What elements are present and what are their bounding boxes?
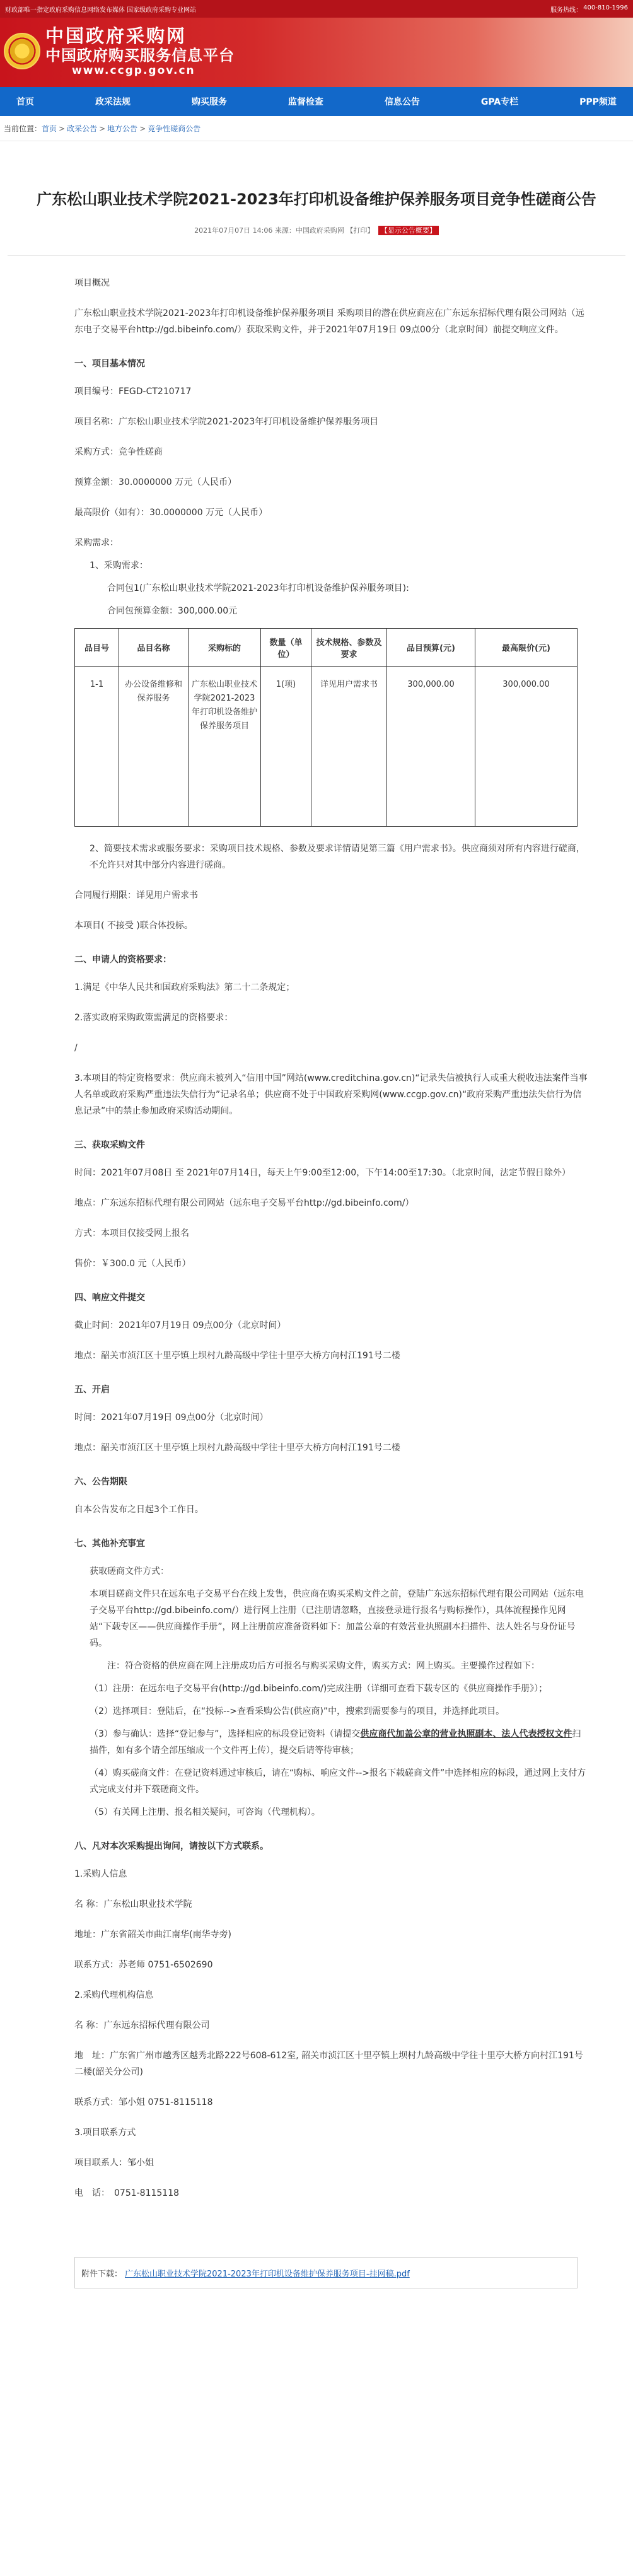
step-4: （4）购买磋商文件：在登记资料通过审核后，请在“购标、响应文件-->报名下载磋商文件”中选择相应的标段，通过网上支付方式完成支付并下载磋商文件。	[90, 1768, 586, 1795]
step-3-text-a: （3）参与确认：选择“登记参与”，选择相应的标段登记资料（请提交	[90, 1729, 361, 1739]
section-6-heading: 六、公告期限	[74, 1477, 127, 1487]
table-header-row	[75, 629, 578, 667]
article-meta	[8, 225, 625, 235]
contract-package: 合同包1(广东松山职业技术学院2021-2023年打印机设备维护保养服务项目):	[107, 583, 409, 593]
procurement-method: 采购方式：竞争性磋商	[74, 447, 163, 457]
top-bar-right	[550, 4, 628, 14]
table-row	[75, 667, 578, 827]
cell-max-price: 300,000.00	[475, 667, 578, 827]
requirements-item-1: 1、采购需求：	[90, 561, 148, 571]
nav-purchase-services[interactable]: 购买服务	[191, 97, 227, 107]
max-price: 最高限价（如有）：30.0000000 万元（人民币）	[74, 508, 268, 518]
qualification-3: 3.本项目的特定资格要求：供应商未被列入“信用中国”网站(www.creditchina.gov.cn)“记录失信被执行人或重大税收违法案件当事人名单或政府采购严重违法失信行为”记录名单；供应商不处于中国政府采购网(www.ccgp.gov.cn)“政府采购严重违法失信行为信息记录”中的禁止参加政府采购活动期间。	[74, 1073, 588, 1116]
cell-subject: 广东松山职业技术学院2021-2023年打印机设备维护保养服务项目	[189, 667, 261, 827]
budget: 预算金额：30.0000000 万元（人民币）	[74, 477, 237, 487]
nav-gpa[interactable]: GPA专栏	[480, 97, 519, 107]
col-item-no: 品目号	[75, 629, 119, 667]
section-4-heading: 四、响应文件提交	[74, 1293, 145, 1303]
step-5: （5）有关网上注册、报名相关疑问，可咨询（代理机构）。	[90, 1807, 320, 1817]
nav-announcements[interactable]: 信息公告	[384, 97, 420, 107]
site-name-secondary: 中国政府购买服务信息平台	[45, 47, 235, 64]
divider	[8, 255, 625, 256]
project-number: 项目编号：FEGD-CT210717	[74, 387, 192, 397]
submission-deadline: 截止时间：2021年07月19日 09点00分（北京时间）	[74, 1320, 286, 1331]
requirements-table	[74, 628, 578, 827]
obtain-place: 地点：广东远东招标代理有限公司网站（远东电子交易平台http://gd.bibeinfo.com/）	[74, 1198, 414, 1208]
site-url: www.ccgp.gov.cn	[72, 64, 195, 77]
document-price: 售价：￥300.0 元（人民币）	[74, 1259, 191, 1269]
cell-item-name: 办公设备维修和保养服务	[119, 667, 189, 827]
cell-item-no: 1-1	[75, 667, 119, 827]
other-note: 注：符合资格的供应商在网上注册成功后方可报名与购买采购文件，购买方式：网上购买。主要操作过程如下：	[107, 1661, 540, 1671]
nav-supervision[interactable]: 监督检查	[287, 97, 323, 107]
project-name: 项目名称：广东松山职业技术学院2021-2023年打印机设备维护保养服务项目	[74, 417, 379, 427]
opening-place: 地点：韶关市浈江区十里亭镇上坝村九龄高级中学往十里亭大桥方向村江191号二楼	[74, 1443, 400, 1453]
col-quantity: 数量（单位）	[261, 629, 311, 667]
agency-name: 名 称：广东远东招标代理有限公司	[74, 2020, 210, 2031]
cell-quantity: 1(项)	[261, 667, 311, 827]
breadcrumb-current[interactable]: 竞争性磋商公告	[148, 124, 201, 133]
contract-period: 合同履行期限：详见用户需求书	[74, 890, 198, 900]
section-1-heading: 一、项目基本情况	[74, 359, 145, 369]
footer-gap	[8, 2288, 625, 2314]
section-2-heading: 二、申请人的资格要求：	[74, 955, 171, 965]
breadcrumb-local[interactable]: 地方公告	[107, 124, 138, 133]
site-logo[interactable]	[4, 25, 235, 77]
requirements-item-2: 2、简要技术需求或服务要求：采购项目技术规格、参数及要求详情请见第三篇《用户需求书》。供应商须对所有内容进行磋商，不允许只对其中部分内容进行磋商。	[90, 844, 585, 870]
attachment-link[interactable]: 广东松山职业技术学院2021-2023年打印机设备维护保养服务项目-挂网稿.pdf	[125, 2269, 410, 2279]
purchaser-address: 地址：广东省韶关市曲江南华(南华寺旁)	[74, 1930, 231, 1940]
qualification-2-value: /	[74, 1043, 78, 1053]
section-8-heading: 八、凡对本次采购提出询问，请按以下方式联系。	[74, 1841, 269, 1851]
cell-spec: 详见用户需求书	[311, 667, 387, 827]
article-container	[8, 187, 625, 2314]
national-emblem-icon	[4, 33, 40, 69]
cell-budget: 300,000.00	[387, 667, 475, 827]
article-meta-text: 2021年07月07日 14:06 来源：中国政府采购网 【打印】	[194, 226, 375, 235]
breadcrumb-notices[interactable]: 政采公告	[67, 124, 98, 133]
project-contact-phone: 电 话： 0751-8115118	[74, 2188, 180, 2198]
nav-ppp[interactable]: PPP频道	[579, 97, 617, 107]
service-phone-label: 服务热线：	[550, 6, 583, 14]
qualification-2: 2.落实政府采购政策需满足的资格要求：	[74, 1013, 233, 1023]
obtain-method: 方式：本项目仅接受网上报名	[74, 1228, 189, 1238]
contract-package-budget: 合同包预算金额：300,000.00元	[107, 606, 238, 616]
step-3-emphasis: 供应商代加盖公章的营业执照副本、法人代表授权文件	[360, 1729, 572, 1739]
submission-place: 地点：韶关市浈江区十里亭镇上坝村九龄高级中学往十里亭大桥方向村江191号二楼	[74, 1351, 400, 1361]
notice-period: 自本公告发布之日起3个工作日。	[74, 1505, 204, 1515]
overview-label: 项目概况	[74, 278, 110, 288]
site-header	[0, 18, 633, 87]
joint-bid: 本项目( 不接受 )联合体投标。	[74, 921, 193, 931]
col-item-name: 品目名称	[119, 629, 189, 667]
qualification-1: 1.满足《中华人民共和国政府采购法》第二十二条规定；	[74, 982, 295, 993]
other-registration: 本项目磋商文件只在远东电子交易平台在线上发售，供应商在购买采购文件之前，登陆广东远东招标代理有限公司网站（远东电子交易平台http://gd.bibeinfo.com/）进行网上注册（已注册请忽略，直接登录进行报名与购标操作），具体流程操作见网站“下载专区——供应商操作手册”，网上注册前应准备资料如下：加盖公章的有效营业执照副本扫描件、法人姓名与身份证号码。	[90, 1589, 584, 1648]
section-7-heading: 七、其他补充事宜	[74, 1539, 145, 1549]
page-title: 广东松山职业技术学院2021-2023年打印机设备维护保养服务项目竞争性磋商公告	[37, 190, 596, 208]
article-body	[8, 275, 625, 2201]
top-bar	[0, 0, 633, 18]
step-2: （2）选择项目：登陆后，在“投标-->查看采购公告(供应商)”中，搜索到需要参与的项目，并选择此项目。	[90, 1706, 505, 1716]
overview-text: 广东松山职业技术学院2021-2023年打印机设备维护保养服务项目 采购项目的潜在供应商应在广东远东招标代理有限公司网站（远东电子交易平台http://gd.bibeinfo.com/）获取采购文件，并于2021年07月19日 09点00分（北京时间）前提交响应文件。	[74, 308, 584, 335]
agency-address: 地 址：广东省广州市越秀区越秀北路222号608-612室, 韶关市浈江区十里亭镇上坝村九龄高级中学往十里亭大桥方向村江191号二楼(韶关分公司)	[74, 2051, 583, 2077]
breadcrumb-home[interactable]: 首页	[42, 124, 57, 133]
top-bar-slogan: 财政部唯一指定政府采购信息网络发布媒体 国家级政府采购专业网站	[5, 6, 197, 14]
col-subject: 采购标的	[189, 629, 261, 667]
nav-regulations[interactable]: 政采法规	[95, 97, 131, 107]
col-max-price: 最高限价(元)	[475, 629, 578, 667]
purchaser-name: 名 称：广东松山职业技术学院	[74, 1899, 192, 1909]
attachment-box	[74, 2257, 578, 2288]
agency-heading: 2.采购代理机构信息	[74, 1990, 154, 2000]
agency-contact: 联系方式：邹小姐 0751-8115118	[74, 2097, 213, 2107]
breadcrumb-prefix: 当前位置：	[4, 124, 42, 133]
project-contact-person: 项目联系人：邹小姐	[74, 2158, 154, 2168]
col-budget: 品目预算(元)	[387, 629, 475, 667]
step-1: （1）注册：在远东电子交易平台(http://gd.bibeinfo.com/)完成注册（详细可查看下载专区的《供应商操作手册》）；	[90, 1684, 548, 1694]
breadcrumb: 当前位置： 首页 > 政采公告 > 地方公告 > 竞争性磋商公告	[0, 116, 633, 141]
service-phone: 400-810-1996	[583, 4, 628, 11]
step-3	[74, 1726, 588, 1759]
step-3-text-c: 扫描件，如有多个请全部压缩成一个文件再上传），提交后请等待审核；	[90, 1729, 581, 1756]
other-obtain-method: 获取磋商文件方式：	[90, 1566, 169, 1576]
show-summary-button[interactable]: 【显示公告概要】	[378, 226, 439, 235]
project-contact-heading: 3.项目联系方式	[74, 2128, 136, 2138]
obtain-time: 时间：2021年07月08日 至 2021年07月14日，每天上午9:00至12:00，下午14:00至17:30。（北京时间，法定节假日除外）	[74, 1168, 571, 1178]
opening-time: 时间：2021年07月19日 09点00分（北京时间）	[74, 1413, 269, 1423]
site-name: 中国政府采购网	[45, 25, 187, 47]
main-nav	[0, 87, 633, 116]
col-spec: 技术规格、参数及要求	[311, 629, 387, 667]
purchaser-heading: 1.采购人信息	[74, 1869, 127, 1879]
requirements-label: 采购需求：	[74, 538, 119, 548]
section-3-heading: 三、获取采购文件	[74, 1140, 145, 1150]
section-5-heading: 五、开启	[74, 1385, 110, 1395]
nav-home[interactable]: 首页	[16, 97, 34, 107]
attachment-label: 附件下载：	[81, 2269, 123, 2279]
purchaser-contact: 联系方式：苏老师 0751-6502690	[74, 1960, 213, 1970]
logo-text	[45, 25, 235, 77]
